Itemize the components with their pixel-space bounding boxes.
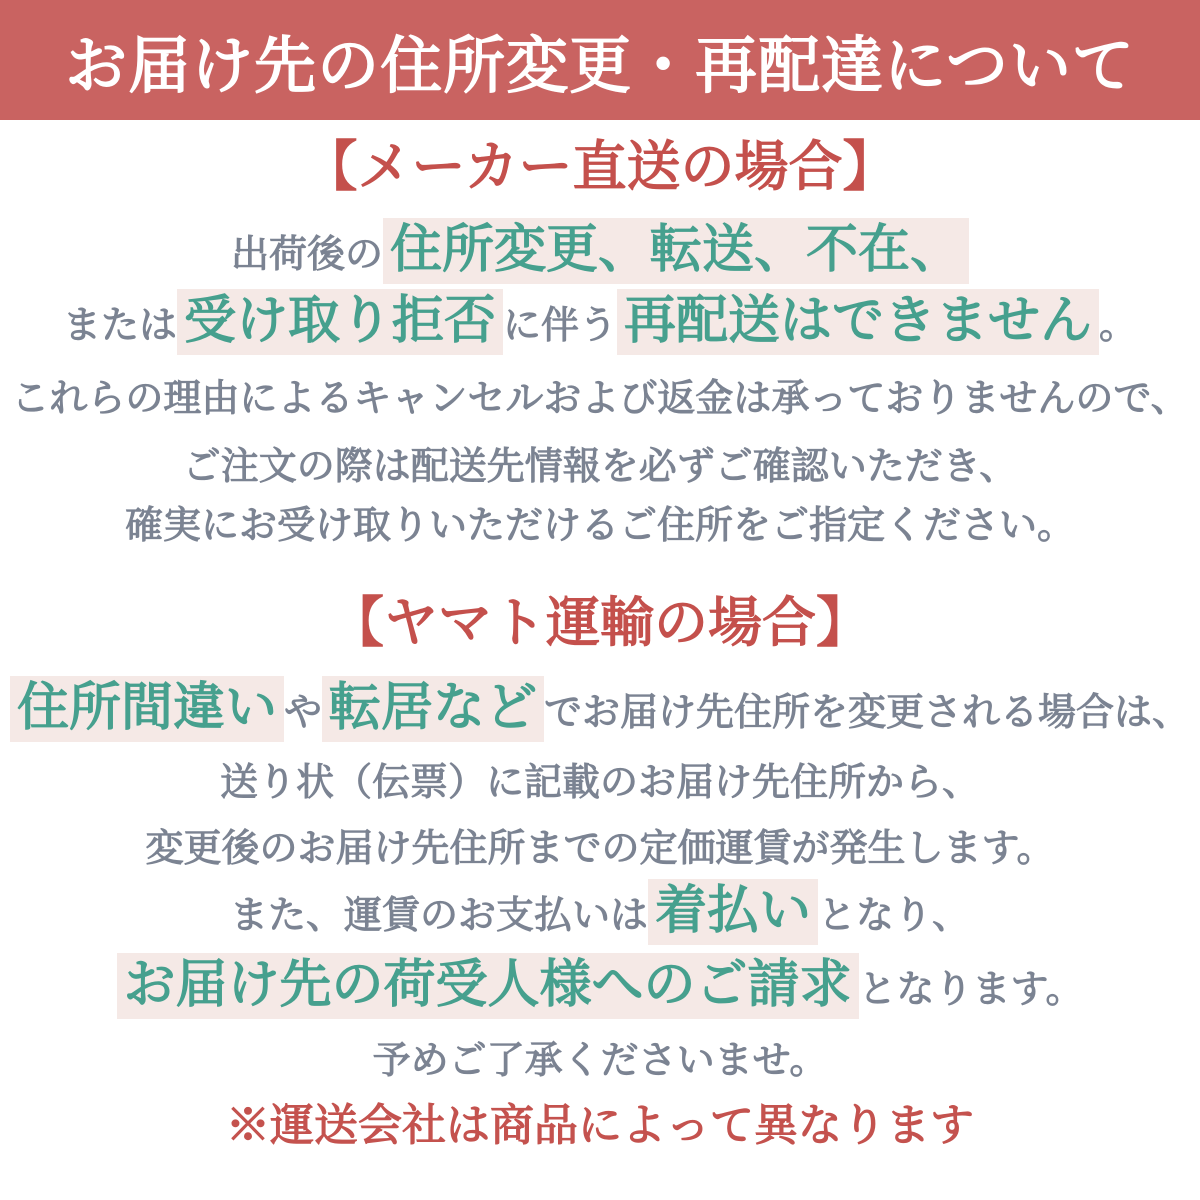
section-heading-yamato: 【ヤマト運輸の場合】	[330, 593, 870, 653]
text-segment: または	[62, 305, 177, 347]
body-line	[0, 444, 1200, 490]
highlighted-phrase: 着払い	[648, 879, 818, 945]
highlighted-phrase: お届け先の荷受人様へのご請求	[117, 953, 859, 1019]
text-segment: 送り状（伝票）に記載のお届け先住所から、	[219, 762, 980, 804]
highlighted-phrase: 住所変更、転送、不在、	[383, 218, 969, 284]
text-segment: ご注文の際は配送先情報を必ずご確認いただき、	[182, 446, 1018, 488]
text-segment: となります。	[858, 969, 1084, 1011]
highlighted-phrase: 再配送はできません	[617, 289, 1099, 355]
notice-body	[0, 137, 1200, 1150]
body-line	[0, 884, 1200, 939]
body-line	[0, 826, 1200, 872]
body-line	[0, 958, 1200, 1013]
text-segment: また、運賃のお支払いは	[229, 895, 648, 937]
footer-note	[0, 1102, 1200, 1150]
text-segment: 。	[1099, 305, 1138, 347]
highlighted-phrase: 転居など	[322, 676, 544, 742]
body-line	[0, 376, 1200, 422]
text-segment: 変更後のお届け先住所までの定価運賃が発生します。	[145, 828, 1055, 870]
text-segment: や	[283, 692, 322, 734]
body-line	[0, 294, 1200, 349]
highlighted-phrase: 受け取り拒否	[177, 289, 503, 355]
text-segment: 出荷後の	[230, 234, 383, 276]
body-line	[0, 760, 1200, 806]
text-segment: 確実にお受け取りいただけるご住所をご指定ください。	[124, 505, 1075, 547]
body-line	[0, 223, 1200, 278]
banner-title: お届け先の住所変更・再配達について	[65, 31, 1135, 101]
body-line	[0, 503, 1200, 549]
text-segment: 予めご了承くださいませ。	[372, 1040, 828, 1082]
footer-note-text: ※運送会社は商品によって異なります	[226, 1101, 974, 1150]
body-line	[0, 1038, 1200, 1084]
text-segment: となり、	[818, 895, 971, 937]
highlighted-phrase: 住所間違い	[10, 676, 284, 742]
body-line	[0, 681, 1200, 736]
section-heading-maker-direct: 【メーカー直送の場合】	[303, 137, 897, 197]
notice-banner	[0, 0, 1200, 120]
text-segment: に伴う	[502, 305, 617, 347]
text-segment: これらの理由によるキャンセルおよび返金は承っておりませんので、	[11, 378, 1189, 420]
text-segment: でお届け先住所を変更される場合は、	[544, 692, 1191, 734]
